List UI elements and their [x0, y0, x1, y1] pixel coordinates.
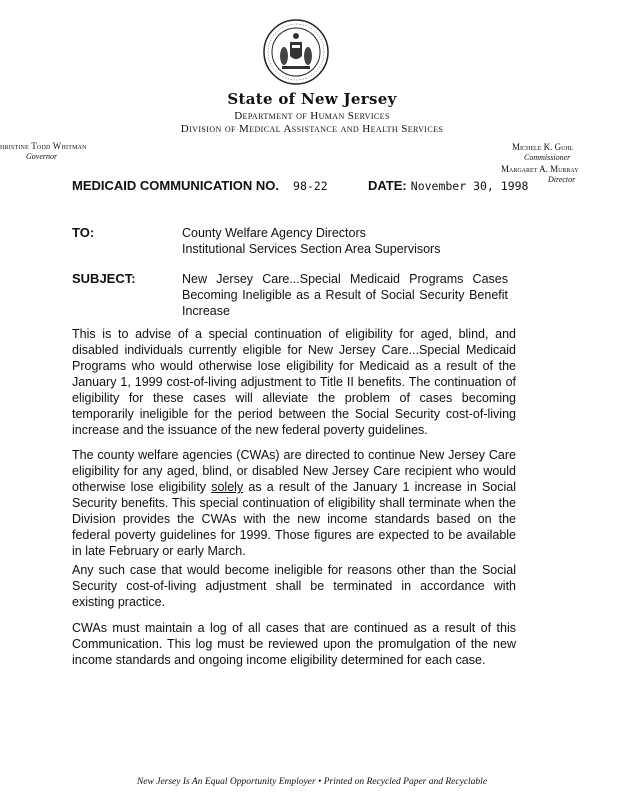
paragraph-2-part-1: The county welfare agencies (CWAs) are directed to continue New Jersey Care eligibility for any aged, blind, or disabled New Jersey Care recipient who would otherwise lose eligibility	[72, 448, 516, 494]
department-name: Department of Human Services	[234, 110, 390, 122]
division-name: Division of Medical Assistance and Health Services	[180, 123, 444, 135]
subject-label: SUBJECT:	[72, 271, 136, 286]
commissioner-name: Michele K. Guhl	[512, 142, 574, 152]
paragraph-3: Any such case that would become ineligible for reasons other than the Social Security cost-of-living adjustment shall be terminated in accordance with existing practice.	[72, 563, 516, 609]
paragraph-4: CWAs must maintain a log of all cases that are continued as a result of this Communication. This log must be reviewed upon the promulgation of the new income standards and ongoing income eligibility determined for each case.	[72, 621, 516, 667]
commissioner-title: Commissioner	[524, 153, 571, 162]
to-recipients	[182, 225, 440, 257]
date-line	[368, 178, 528, 193]
state-title: State of New Jersey	[227, 90, 397, 108]
director-title: Director	[548, 175, 576, 184]
subject-text: New Jersey Care...Special Medicaid Programs Cases Becoming Ineligible as a Result of Social Security Benefit Increase	[182, 272, 508, 318]
state-seal-icon	[262, 18, 330, 86]
paragraph-1: This is to advise of a special continuation of eligibility for aged, blind, and disabled individuals currently eligible for New Jersey Care...Special Medicaid Programs who would otherwise lose eligibility for Medicaid as a result of the January 1, 1999 cost-of-living adjustment to Title II benefits. The continuation of eligibility for these cases will alleviate the problem of cases becoming temporarily ineligible for the period between the Social Security cost-of-living increase and the issuance of the new federal poverty guidelines.	[72, 327, 516, 437]
date-value: November 30, 1998	[410, 179, 529, 193]
communication-number: 98-22	[293, 179, 328, 193]
governor-title: Governor	[26, 152, 58, 161]
footer-note: New Jersey Is An Equal Opportunity Employer • Printed on Recycled Paper and Recyclable	[136, 777, 488, 787]
director-name: Margaret A. Murray	[501, 164, 579, 174]
communication-label: MEDICAID COMMUNICATION NO.	[72, 178, 280, 193]
paragraph-2-emphasis: solely	[211, 480, 244, 494]
to-recipient-1: County Welfare Agency Directors	[182, 226, 366, 240]
date-label: DATE:	[368, 178, 407, 193]
to-label: TO:	[72, 225, 95, 240]
paragraph-2	[72, 447, 516, 559]
governor-name: hristine Todd Whitman	[0, 141, 87, 151]
paragraph-2-part-2: as a result of the January 1 increase in Social Security benefits. This special continuation of eligibility shall terminate when the Division provides the CWAs with the new income standards based on the federal poverty guidelines for 1999. Those figures are expected to be available in late February or early March.	[72, 480, 517, 558]
communication-number-line	[72, 178, 328, 193]
to-recipient-2: Institutional Services Section Area Supervisors	[182, 242, 441, 256]
